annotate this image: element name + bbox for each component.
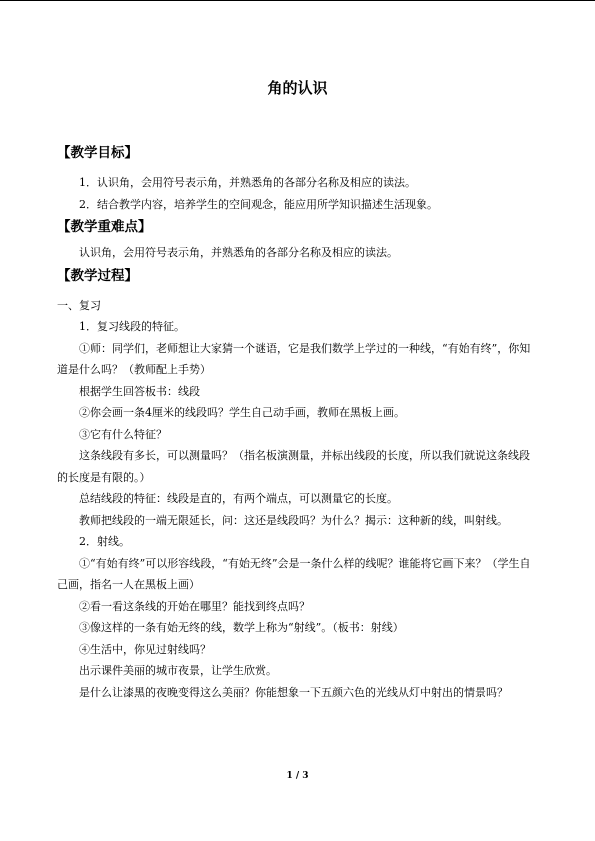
process-line: ③像这样的一条有始无终的线，数学上称为“射线”。（板书：射线） xyxy=(79,621,404,634)
process-line: ②看一看这条线的开始在哪里？能找到终点吗？ xyxy=(79,599,310,613)
page-title: 角的认识 xyxy=(267,79,328,97)
process-line: ④生活中，你见过射线吗？ xyxy=(79,642,211,656)
process-line: 教师把线段的一端无限延长，问：这还是线段吗？为什么？揭示：这种新的线，叫射线。 xyxy=(79,513,508,527)
heading-process: 【教学过程】 xyxy=(57,267,138,284)
process-line: ③它有什么特征？ xyxy=(79,427,167,441)
process-line: ②你会画一条4厘米的线段吗？学生自己动手画，教师在黑板上画。 xyxy=(79,406,405,419)
top-border-line xyxy=(0,0,595,1)
goal-item: 2．结合教学内容，培养学生的空间观念，能应用所学知识描述生活现象。 xyxy=(79,197,438,211)
process-line: 总结线段的特征：线段是直的，有两个端点，可以测量它的长度。 xyxy=(79,492,398,505)
heading-goals: 【教学目标】 xyxy=(57,145,138,161)
process-line: 1．复习线段的特征。 xyxy=(79,320,185,333)
process-line: 根据学生回答板书：线段 xyxy=(79,384,200,398)
process-line: 出示课件美丽的城市夜景，让学生欣赏。 xyxy=(79,664,277,677)
process-line: 2．射线。 xyxy=(79,535,130,548)
process-line: 一、复习 xyxy=(57,298,101,312)
keypoints-text: 认识角，会用符号表示角，并熟悉角的各部分名称及相应的读法。 xyxy=(79,246,398,259)
document-body xyxy=(57,143,537,703)
heading-keypoints: 【教学重难点】 xyxy=(57,219,152,235)
process-line: ①师：同学们，老师想让大家猜一个谜语，它是我们数学上学过的一种线，“有始有终”，你知道是什么吗？（教师配上手势） xyxy=(57,341,531,376)
process-line: 是什么让漆黑的夜晚变得这么美丽？你能想象一下五颜六色的光线从灯中射出的情景吗？ xyxy=(79,685,508,699)
process-line: ①“有始有终”可以形容线段，“有始无终”会是一条什么样的线呢？谁能将它画下来？（学生自己画，指名一人在黑板上画） xyxy=(57,556,531,591)
process-line: 这条线段有多长，可以测量吗？（指名板演测量，并标出线段的长度，所以我们就说这条线段的长度是有限的。） xyxy=(57,449,530,484)
goal-item: 1．认识角，会用符号表示角，并熟悉角的各部分名称及相应的读法。 xyxy=(79,176,416,189)
page-number: 1 / 3 xyxy=(286,771,309,781)
